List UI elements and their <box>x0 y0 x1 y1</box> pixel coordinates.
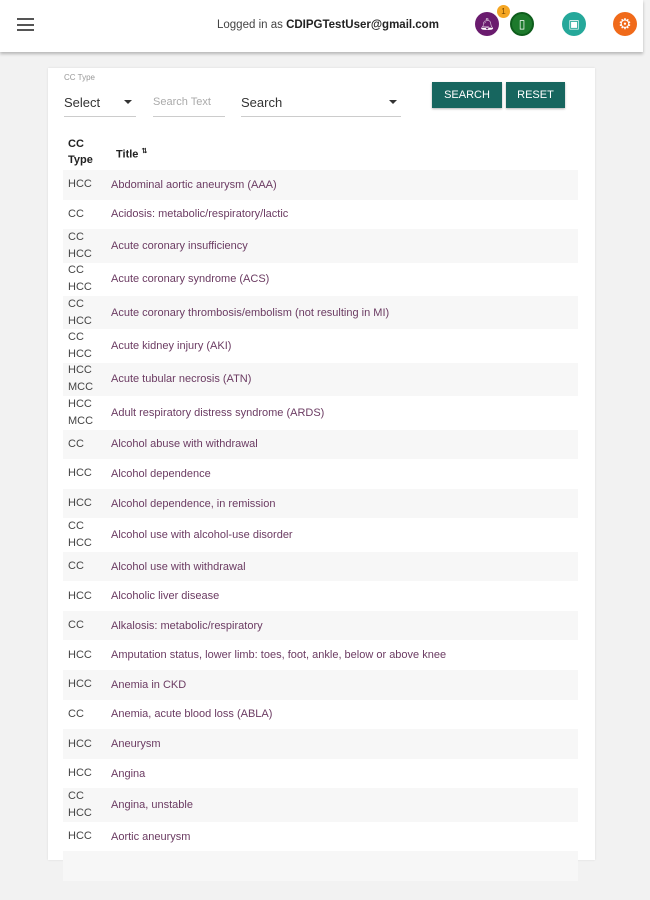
notification-badge: 1 <box>497 5 510 18</box>
cc-type-select[interactable] <box>64 88 136 117</box>
gear-icon[interactable]: ⚙ <box>613 12 637 36</box>
cc-type-cell: CC <box>68 207 84 220</box>
title-cell[interactable]: Abdominal aortic aneurysm (AAA) <box>111 178 277 191</box>
table-row[interactable] <box>63 640 578 670</box>
table-row[interactable] <box>63 670 578 700</box>
header-title[interactable] <box>116 147 147 161</box>
cc-type-cell: CC HCC <box>68 297 92 327</box>
title-cell[interactable]: Alkalosis: metabolic/respiratory <box>111 619 263 632</box>
cc-type-cell: CC HCC <box>68 264 92 294</box>
table-row[interactable] <box>63 552 578 582</box>
title-cell[interactable]: Amputation status, lower limb: toes, foot, ankle, below or above knee <box>111 649 447 662</box>
table-row[interactable] <box>63 822 578 852</box>
chevron-down-icon <box>389 100 397 104</box>
table-row[interactable] <box>63 363 578 396</box>
table-row[interactable] <box>63 851 578 881</box>
table-row[interactable] <box>63 759 578 789</box>
title-cell[interactable]: Anemia in CKD <box>111 678 187 691</box>
cc-type-cell: CC HCC <box>68 790 92 820</box>
search-text-placeholder: Search Text <box>153 96 211 108</box>
cc-type-cell: CC <box>68 437 84 450</box>
table-row[interactable] <box>63 518 578 551</box>
header-title-label: Title <box>116 148 139 161</box>
cc-type-cell: HCC <box>68 589 92 602</box>
title-cell[interactable]: Acute kidney injury (AKI) <box>111 340 232 353</box>
title-cell[interactable]: Alcohol abuse with withdrawal <box>111 438 258 451</box>
title-cell[interactable]: Acute coronary syndrome (ACS) <box>111 273 270 286</box>
hamburger-menu-icon[interactable] <box>17 18 34 31</box>
cc-type-cell: HCC <box>68 767 92 780</box>
title-cell[interactable]: Alcohol dependence, in remission <box>111 497 276 510</box>
search-button[interactable]: SEARCH <box>432 82 502 108</box>
logged-in-text <box>217 19 439 31</box>
table-row[interactable] <box>63 296 578 329</box>
table-row[interactable] <box>63 430 578 460</box>
table-row[interactable] <box>63 489 578 519</box>
title-cell[interactable]: Alcohol use with alcohol-use disorder <box>111 529 293 541</box>
logged-in-label: Logged in as <box>217 19 287 31</box>
table-row[interactable] <box>63 263 578 296</box>
cc-type-cell: HCC <box>68 648 92 661</box>
table-row[interactable] <box>63 329 578 362</box>
reset-button[interactable]: RESET <box>506 82 565 108</box>
cc-type-cell: CC HCC <box>68 331 92 361</box>
table-row[interactable] <box>63 229 578 262</box>
cc-type-cell: HCC <box>68 467 92 480</box>
cc-type-cell: CC HCC <box>68 520 92 550</box>
title-cell[interactable]: Angina, unstable <box>111 799 193 812</box>
cc-type-cell: CC <box>68 560 84 572</box>
title-cell[interactable]: Acute coronary insufficiency <box>111 239 248 252</box>
table-row[interactable] <box>63 581 578 611</box>
cc-list-card <box>48 68 595 860</box>
cc-type-cell: HCC <box>68 678 92 691</box>
title-cell[interactable]: Acute coronary thrombosis/embolism (not resulting in MI) <box>111 306 390 319</box>
title-cell[interactable]: Anemia, acute blood loss (ABLA) <box>111 708 273 721</box>
search-select[interactable] <box>241 88 401 117</box>
table-row[interactable] <box>63 170 578 200</box>
search-select-value: Search <box>241 94 283 110</box>
cc-type-cell: HCC <box>68 178 92 191</box>
bell-icon[interactable]: 🔔︎ <box>475 12 499 36</box>
search-text-input[interactable] <box>153 88 225 117</box>
cc-type-cell: HCC <box>68 830 92 843</box>
title-cell[interactable]: Angina <box>111 767 146 780</box>
title-cell[interactable]: Alcoholic liver disease <box>111 590 220 603</box>
cc-type-cell: CC <box>68 707 84 720</box>
cc-type-cell: CC HCC <box>68 230 92 260</box>
cc-type-value: Select <box>64 94 101 110</box>
table-row[interactable] <box>63 788 578 821</box>
table-row[interactable] <box>63 396 578 429</box>
cc-type-cell: HCC MCC <box>68 397 94 427</box>
top-bar <box>0 0 643 52</box>
cc-type-cell: HCC <box>68 737 92 750</box>
header-cc-type-line1: CC <box>68 138 84 150</box>
calendar-icon[interactable]: ▣ <box>562 12 586 36</box>
table-row[interactable] <box>63 729 578 759</box>
book-icon[interactable]: ▯ <box>510 12 534 36</box>
user-email: CDIPGTestUser@gmail.com <box>286 19 439 31</box>
table-row[interactable] <box>63 459 578 489</box>
cc-type-cell: CC <box>68 619 84 632</box>
title-cell[interactable]: Acidosis: metabolic/respiratory/lactic <box>111 208 289 221</box>
title-cell[interactable]: Alcohol dependence <box>111 467 211 480</box>
title-cell[interactable]: Aortic aneurysm <box>111 830 191 843</box>
title-cell[interactable]: Alcohol use with withdrawal <box>111 560 246 573</box>
table-row[interactable] <box>63 611 578 641</box>
title-cell[interactable]: Adult respiratory distress syndrome (ARDS) <box>111 406 325 419</box>
cc-type-label: CC Type <box>64 73 95 82</box>
cc-table-body <box>63 170 578 881</box>
chevron-down-icon <box>124 100 132 104</box>
cc-type-cell: HCC <box>68 497 92 510</box>
sort-icon: ⇅ <box>141 148 148 155</box>
table-row[interactable] <box>63 200 578 230</box>
cc-type-cell: HCC MCC <box>68 364 94 394</box>
header-cc-type-line2: Type <box>68 154 93 166</box>
title-cell[interactable]: Aneurysm <box>111 738 161 751</box>
table-row[interactable] <box>63 700 578 730</box>
title-cell[interactable]: Acute tubular necrosis (ATN) <box>111 373 252 386</box>
